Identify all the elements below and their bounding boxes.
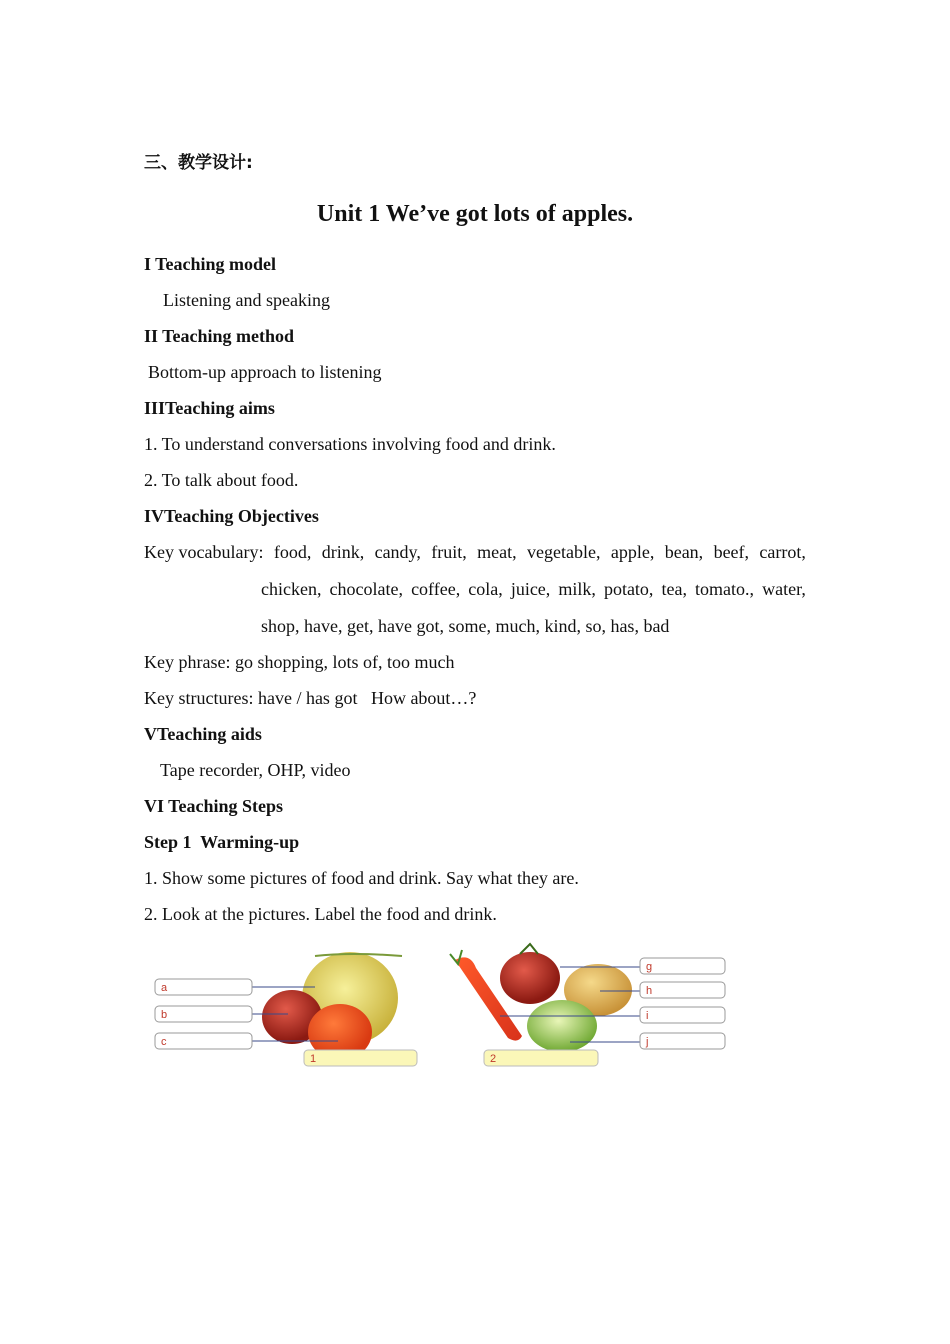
teaching-steps-heading: VI Teaching Steps (144, 796, 284, 816)
cabbage-icon (527, 1000, 597, 1052)
vegetable-picture (450, 944, 640, 1052)
teaching-method-text: Bottom-up approach to listening (148, 362, 382, 382)
teaching-aids-text: Tape recorder, OHP, video (160, 760, 351, 780)
vocab-word: milk, (558, 579, 596, 599)
label-letter: a (161, 982, 168, 994)
teaching-model-heading: I Teaching model (144, 254, 277, 274)
vocab-word: juice, (510, 579, 551, 599)
step-1-heading: Step 1 Warming-up (144, 832, 300, 852)
vocab-word: tomato., (695, 579, 755, 599)
vocab-word: apple, (610, 542, 655, 562)
label-box-g[interactable] (640, 958, 725, 974)
label-box-j[interactable] (640, 1033, 725, 1049)
label-letter: c (161, 1036, 167, 1048)
fruit-picture (252, 952, 402, 1060)
label-box-h[interactable] (640, 982, 725, 998)
vocab-word: cola, (468, 579, 503, 599)
vocab-word: coffee, (411, 579, 461, 599)
vocab-word: chicken, (261, 579, 322, 599)
vocab-word: bean, (664, 542, 704, 562)
label-letter: j (646, 1036, 649, 1048)
vocab-line-2 (261, 578, 806, 600)
vocab-word: carrot, (759, 542, 806, 562)
vocab-word: vegetable, (527, 542, 601, 562)
teaching-aims-heading: IIITeaching aims (144, 398, 275, 418)
teaching-method-heading: II Teaching method (144, 326, 295, 346)
section-heading: 三、教学设计: (144, 153, 253, 173)
food-label-illustration (150, 940, 740, 1075)
vocab-word: fruit, (431, 542, 467, 562)
key-phrase: Key phrase: go shopping, lots of, too much (144, 652, 455, 672)
vocab-word: water, (762, 579, 806, 599)
picture-number: 2 (490, 1053, 497, 1065)
vocab-word: chocolate, (329, 579, 403, 599)
label-letter: g (646, 961, 653, 973)
label-box-c[interactable] (155, 1033, 252, 1049)
picture-number: 1 (310, 1053, 317, 1065)
teaching-aim-item: 2. To talk about food. (144, 470, 299, 490)
label-letter: h (646, 985, 653, 997)
vocab-word: potato, (603, 579, 654, 599)
vocab-line-1 (144, 541, 806, 563)
label-box-i[interactable] (640, 1007, 725, 1023)
teaching-aim-item: 1. To understand conversations involving food and drink. (144, 434, 556, 454)
number-box-2[interactable] (484, 1050, 598, 1066)
vocab-word: candy, (374, 542, 421, 562)
vocab-word: drink, (321, 542, 365, 562)
vocab-word: tea, (661, 579, 687, 599)
vocab-word: food, (273, 542, 312, 562)
vocab-label: Key vocabulary: (144, 542, 264, 562)
vocab-word: meat, (477, 542, 517, 562)
number-box-1[interactable] (304, 1050, 417, 1066)
tomato-icon (500, 952, 560, 1004)
teaching-aids-heading: VTeaching aids (144, 724, 262, 744)
document-title: Unit 1 We’ve got lots of apples. (316, 201, 634, 227)
key-structures: Key structures: have / has got How about…? (144, 688, 477, 708)
vocab-word: beef, (713, 542, 750, 562)
objectives-heading: IVTeaching Objectives (144, 506, 319, 526)
label-box-b[interactable] (155, 1006, 252, 1022)
label-box-a[interactable] (155, 979, 252, 995)
label-letter: i (646, 1010, 649, 1022)
label-letter: b (161, 1009, 168, 1021)
step-item: 1. Show some pictures of food and drink. Say what they are. (144, 868, 579, 888)
step-item: 2. Look at the pictures. Label the food and drink. (144, 904, 497, 924)
vocab-line-3: shop, have, get, have got, some, much, kind, so, has, bad (261, 616, 670, 636)
teaching-model-text: Listening and speaking (163, 290, 330, 310)
